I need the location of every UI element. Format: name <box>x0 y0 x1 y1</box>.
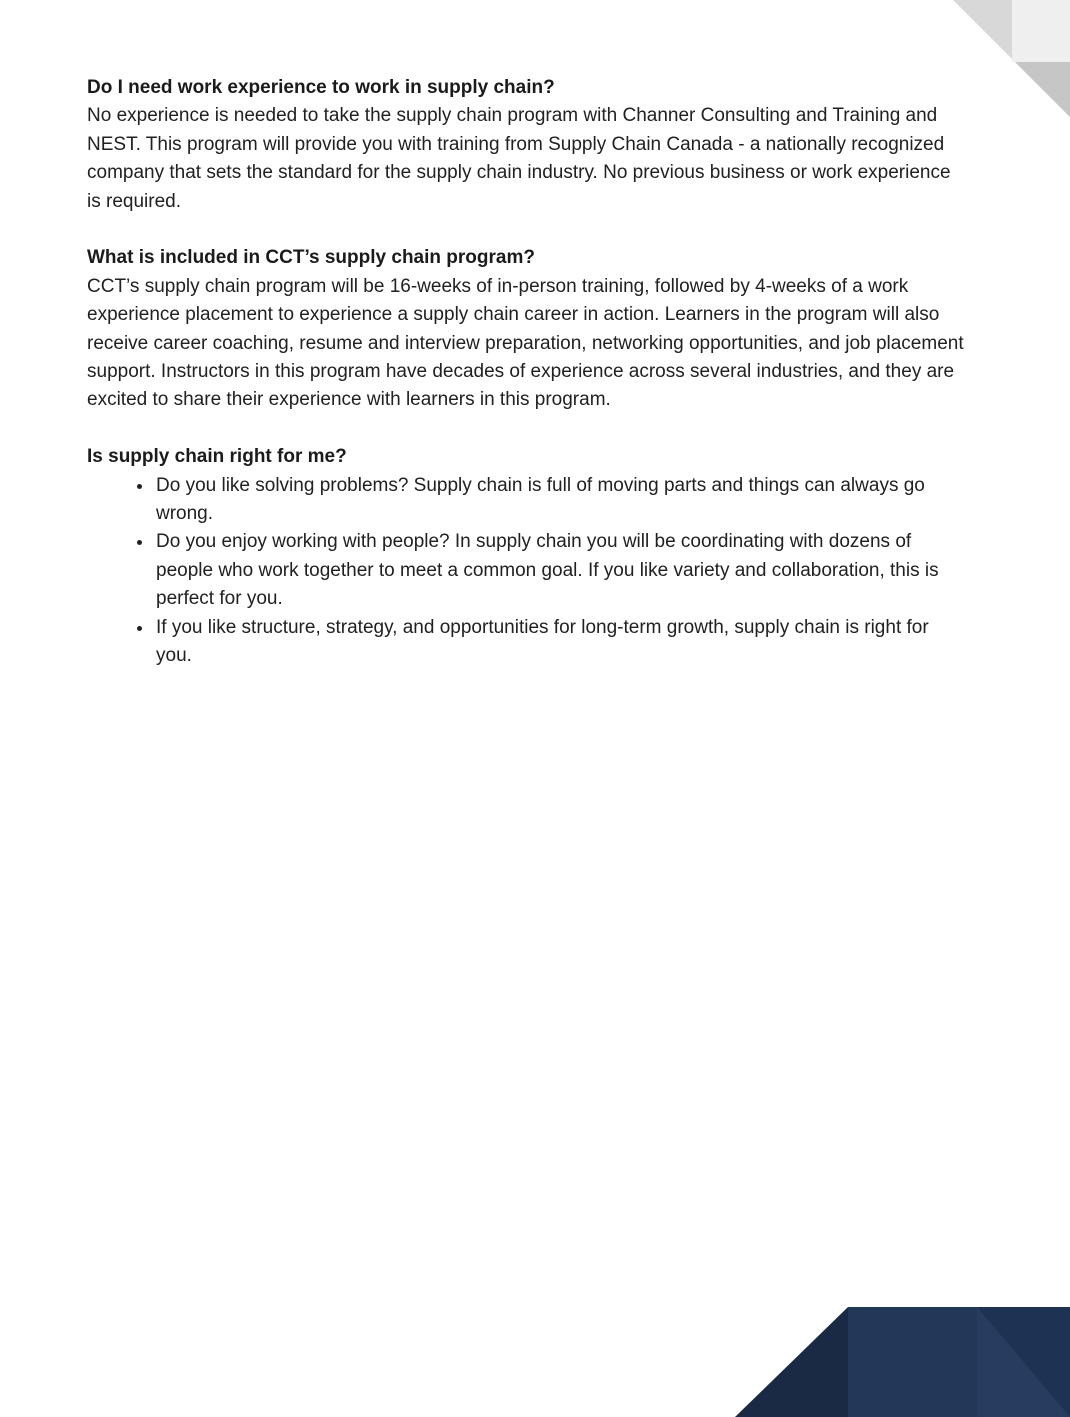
faq-section-program-contents <box>87 244 965 414</box>
section-heading: Is supply chain right for me? <box>87 446 347 468</box>
section-paragraph: CCT’s supply chain program will be 16-weeks of in-person training, followed by 4-weeks of a work experience placement to experience a supply chain career in action. Learners in the program will also receive career coaching, resume and interview preparation, networking opportunities, and job placement support. Instructors in this program have decades of experience across several industries, and they are excited to share their experience with learners in this program. <box>87 275 964 411</box>
faq-section-work-experience <box>87 74 965 216</box>
section-heading: What is included in CCT’s supply chain program? <box>87 247 535 269</box>
section-paragraph: No experience is needed to take the supply chain program with Channer Consulting and Training and NEST. This program will provide you with training from Supply Chain Canada - a nationally recognized company that sets the standard for the supply chain industry. No previous business or work experience is required. <box>87 105 951 212</box>
list-item: • Do you like solving problems? Supply chain is full of moving parts and things can always go wrong. <box>154 472 965 529</box>
ribbon-decoration-icon <box>848 1307 977 1417</box>
document-content <box>87 74 965 699</box>
triangle-decoration-icon <box>1015 62 1070 117</box>
section-heading: Do I need work experience to work in supply chain? <box>87 77 555 98</box>
bullet-list <box>87 472 965 671</box>
corner-decoration-top-right <box>953 0 1070 117</box>
square-decoration-icon <box>1012 0 1070 62</box>
faq-section-right-for-me <box>87 443 965 670</box>
list-item: • Do you enjoy working with people? In supply chain you will be coordinating with dozens of people who work together to meet a common goal. If you like variety and collaboration, this is perfect for you. <box>154 528 965 613</box>
footer-decoration <box>735 1307 1070 1417</box>
list-item: • If you like structure, strategy, and opportunities for long-term growth, supply chain is right for you. <box>154 614 965 671</box>
triangle-decoration-icon <box>735 1307 848 1417</box>
